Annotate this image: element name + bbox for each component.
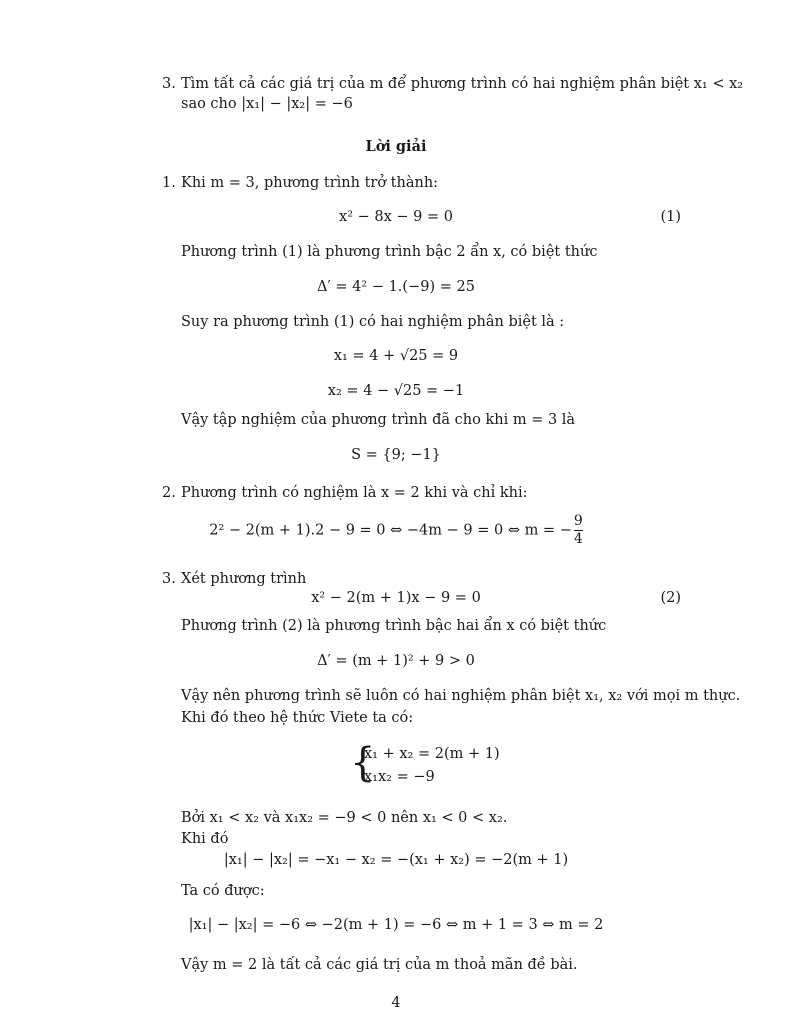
part1-root-2: x₂ = 4 − √25 = −1 <box>327 383 465 399</box>
part1-text-3: Suy ra phương trình (1) có hai nghiệm phân biệt là : <box>181 314 565 330</box>
system-line-2: x₁x₂ = −9 <box>364 769 435 785</box>
part1-delta: Δ′ = 4² − 1.(−9) = 25 <box>317 279 475 295</box>
part3-text-7: Ta có được: <box>181 883 265 899</box>
part1-text-2: Phương trình (1) là phương trình bậc 2 ẩn x, có biệt thức <box>181 244 598 260</box>
part1-root-1: x₁ = 4 + √25 = 9 <box>333 348 459 364</box>
part1-text-4: Vậy tập nghiệm của phương trình đã cho khi m = 3 là <box>181 412 576 428</box>
problem-line-2: sao cho |x₁| − |x₂| = −6 <box>181 96 353 112</box>
part3-text-3: Vậy nên phương trình sẽ luôn có hai nghiệm phân biệt x₁, x₂ với mọi m thực. <box>181 688 741 704</box>
fraction-denominator: 4 <box>573 531 583 547</box>
problem-line-1: Tìm tất cả các giá trị của m để phương trình có hai nghiệm phân biệt x₁ < x₂ <box>181 76 744 92</box>
part2-number: 2. <box>162 485 176 501</box>
vieta-system <box>350 740 510 790</box>
part3-final-equation: |x₁| − |x₂| = −6 ⇔ −2(m + 1) = −6 ⇔ m + 1 = 3 ⇔ m = 2 <box>188 917 604 933</box>
fraction <box>574 513 583 548</box>
part2-intro: Phương trình có nghiệm là x = 2 khi và chỉ khi: <box>181 485 528 501</box>
part1-solution-set: S = {9; −1} <box>351 447 441 463</box>
part1-intro: Khi m = 3, phương trình trở thành: <box>181 175 439 191</box>
part1-equation-label: (1) <box>660 209 681 225</box>
part3-conclusion: Vậy m = 2 là tất cả các giá trị của m thoả mãn đề bài. <box>181 957 578 973</box>
left-brace-icon: { <box>350 740 376 786</box>
part1-number: 1. <box>162 175 176 191</box>
part3-equation-label: (2) <box>660 590 681 606</box>
part3-expression: |x₁| − |x₂| = −x₁ − x₂ = −(x₁ + x₂) = −2(m + 1) <box>223 852 569 868</box>
part3-delta: Δ′ = (m + 1)² + 9 > 0 <box>317 653 475 669</box>
part2-equation-text: 2² − 2(m + 1).2 − 9 = 0 ⇔ −4m − 9 = 0 ⇔ m = − <box>209 522 572 539</box>
part3-equation-2: x² − 2(m + 1)x − 9 = 0 <box>311 590 481 606</box>
page-number: 4 <box>391 995 401 1011</box>
problem-number: 3. <box>162 76 176 92</box>
part3-number: 3. <box>162 571 176 587</box>
part3-text-2: Phương trình (2) là phương trình bậc hai ẩn x có biệt thức <box>181 618 607 634</box>
part3-text-6: Khi đó <box>181 831 229 847</box>
solution-title: Lời giải <box>365 138 427 155</box>
part1-equation-1: x² − 8x − 9 = 0 <box>339 209 453 225</box>
fraction-numerator: 9 <box>573 513 583 529</box>
part3-text-5: Bởi x₁ < x₂ và x₁x₂ = −9 < 0 nên x₁ < 0 < x₂. <box>181 810 508 826</box>
part3-text-4: Khi đó theo hệ thức Viete ta có: <box>181 710 414 726</box>
part3-intro: Xét phương trình <box>181 571 307 587</box>
system-line-1: x₁ + x₂ = 2(m + 1) <box>364 746 500 762</box>
part2-equation <box>0 513 792 548</box>
